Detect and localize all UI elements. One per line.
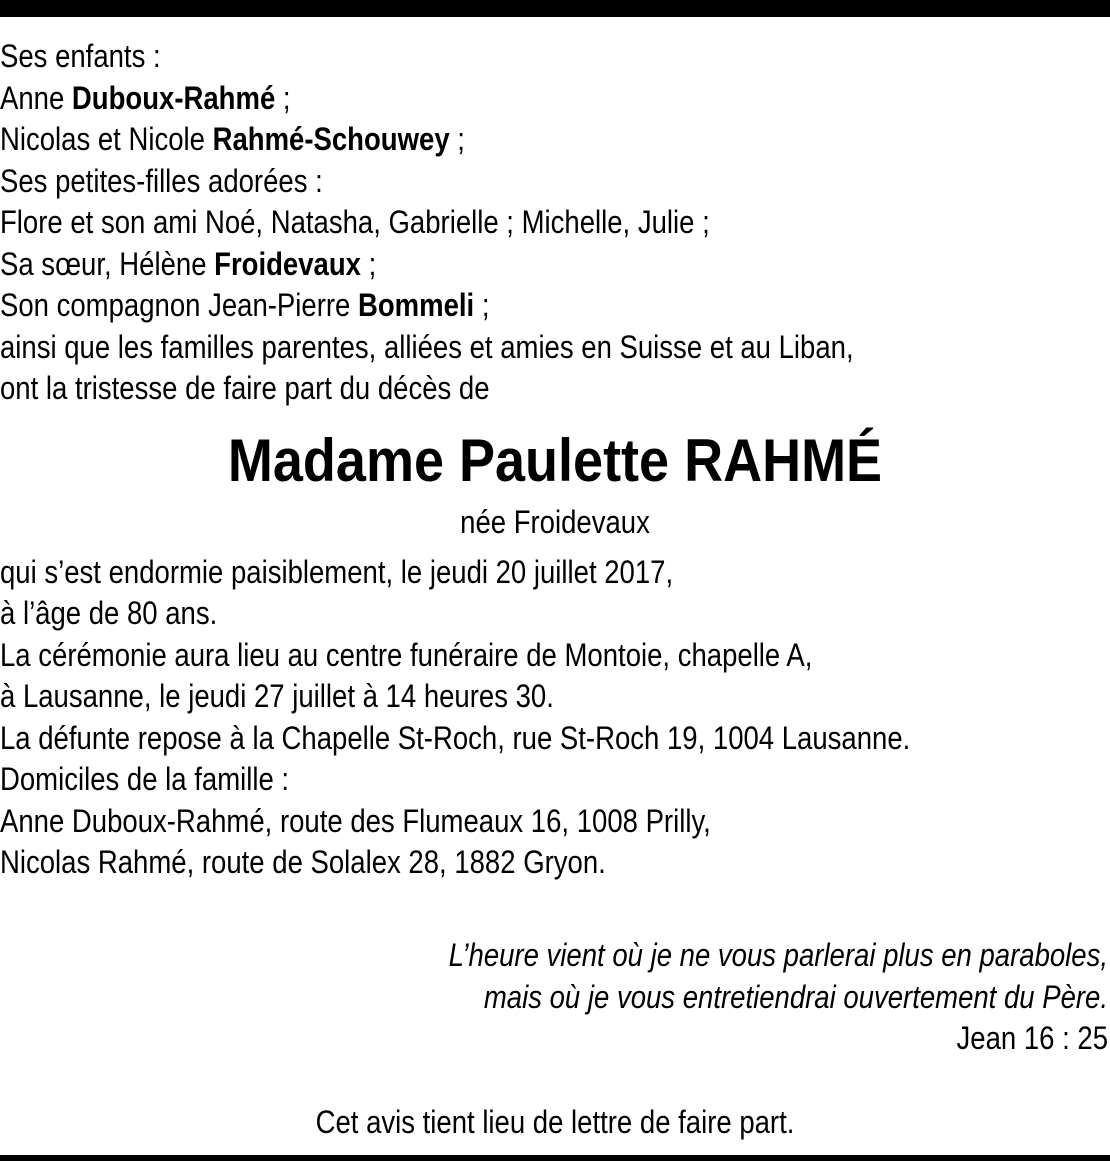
top-border-rule: [0, 0, 1110, 17]
sister-line: [0, 244, 955, 286]
grandchildren-heading: [0, 161, 955, 203]
grandchildren-list-text: Flore et son ami Noé, Natasha, Gabrielle ; Michelle, Julie ;: [0, 204, 710, 240]
deceased-name: Madame Paulette RAHMÉ: [227, 426, 883, 494]
children-heading-text: Ses enfants :: [0, 38, 161, 74]
detail-line-ceremony-time: à Lausanne, le jeudi 27 juillet à 14 heures 30.: [0, 678, 554, 714]
child1-surname: Duboux-Rahmé: [71, 79, 276, 116]
grandchildren-heading-text: Ses petites-filles adorées :: [0, 162, 323, 199]
families-line-text: ainsi que les familles parentes, alliées et amies en Suisse et au Liban,: [0, 328, 854, 365]
child1-first-name: Anne: [0, 79, 65, 116]
companion-prefix: Son compagnon Jean-Pierre: [0, 287, 351, 323]
quote-line-2: mais où je vous entretiendrai ouvertement du Père.: [483, 978, 1109, 1015]
bottom-border-rule: [0, 1155, 1110, 1161]
scripture-quote: [108, 935, 1108, 1060]
child2-first-names: Nicolas et Nicole: [0, 121, 205, 157]
children-heading: [0, 36, 955, 78]
sister-suffix: ;: [368, 245, 377, 282]
announcement-line: [0, 368, 955, 410]
notice-details: [0, 552, 1110, 884]
detail-line-ceremony: La cérémonie aura lieu au centre funéraire de Montoie, chapelle A,: [0, 636, 813, 673]
child-line-nicolas: [0, 119, 955, 161]
child2-suffix: ;: [457, 121, 465, 157]
detail-line-domicile-nicolas: Nicolas Rahmé, route de Solalex 28, 1882 Gryon.: [0, 844, 606, 880]
sister-prefix: Sa sœur, Hélène: [0, 245, 207, 282]
death-notice: [0, 36, 1110, 884]
child-line-anne: [0, 78, 955, 120]
detail-line-rests: La défunte repose à la Chapelle St-Roch, rue St-Roch 19, 1004 Lausanne.: [0, 719, 911, 756]
quote-reference: Jean 16 : 25: [956, 1020, 1108, 1056]
child2-surname: Rahmé-Schouwey: [212, 121, 450, 157]
grandchildren-list: [0, 202, 955, 244]
quote-line-1: L’heure vient où je ne vous parlerai plus en paraboles,: [448, 937, 1108, 973]
companion-line: [0, 285, 955, 327]
companion-suffix: ;: [481, 287, 490, 323]
detail-line-age: à l’âge de 80 ans.: [0, 595, 218, 631]
announcement-line-text: ont la tristesse de faire part du décès de: [0, 370, 490, 406]
maiden-name: née Froidevaux: [460, 503, 650, 540]
sister-surname: Froidevaux: [214, 245, 361, 282]
families-line: [0, 327, 955, 369]
detail-line-domiciles-heading: Domiciles de la famille :: [0, 761, 290, 797]
companion-surname: Bommeli: [357, 287, 475, 323]
detail-line-domicile-anne: Anne Duboux-Rahmé, route des Flumeaux 16, 1008 Prilly,: [0, 802, 711, 839]
footer-note: Cet avis tient lieu de lettre de faire part.: [315, 1104, 795, 1140]
child1-suffix: ;: [282, 79, 291, 116]
detail-line-passing: qui s’est endormie paisiblement, le jeudi 20 juillet 2017,: [0, 553, 674, 590]
